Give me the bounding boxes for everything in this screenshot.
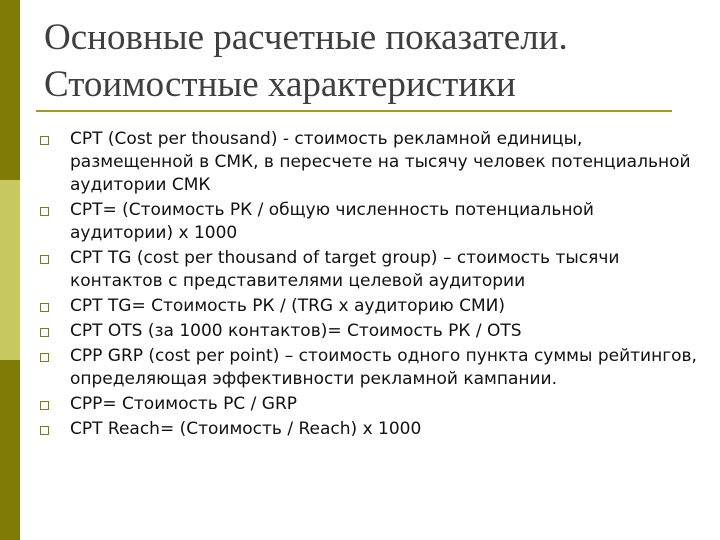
bullet-text: CPP= Стоимость РС / GRP [70, 394, 298, 414]
hollow-square-icon [40, 426, 49, 435]
bullet-text: CPT TG (cost per thousand of target group) – стоимость тысячи контактов с представителями целевой аудитории [70, 248, 620, 291]
bullet-text: CPP GRP (cost per point) – стоимость одного пункта суммы рейтингов, определяющая эффективности рекламной кампании. [70, 346, 697, 389]
sidebar-segment-light [0, 180, 20, 360]
bullet-text: CPT OTS (за 1000 контактов)= Стоимость РК / OTS [70, 321, 522, 341]
bullet-text: CPT TG= Стоимость РК / (TRG х аудиторию СМИ) [70, 296, 505, 316]
bullet-item [40, 199, 700, 245]
hollow-square-icon [40, 207, 49, 216]
hollow-square-icon [40, 328, 49, 337]
bullet-item [40, 295, 700, 318]
bullet-item [40, 393, 700, 416]
bullet-text: CPT Reach= (Стоимость / Reach) х 1000 [70, 419, 422, 439]
slide-title-line-1: Основные расчетные показатели. [44, 17, 568, 58]
hollow-square-icon [40, 303, 49, 312]
bullet-item [40, 128, 700, 197]
hollow-square-icon [40, 353, 49, 362]
bullet-item [40, 345, 700, 391]
hollow-square-icon [40, 255, 49, 264]
decorative-sidebar [0, 0, 20, 540]
bullet-item [40, 320, 700, 343]
sidebar-segment-dark [0, 360, 20, 540]
bullet-list [40, 128, 700, 441]
bullet-text: CPT= (Стоимость РК / общую численность потенциальной аудитории) х 1000 [70, 200, 594, 243]
bullet-item [40, 247, 700, 293]
bullet-item [40, 418, 700, 441]
slide-title-line-2: Стоимостные характеристики [44, 64, 516, 105]
hollow-square-icon [40, 136, 49, 145]
slide-title [44, 14, 704, 108]
title-underline [36, 110, 672, 112]
bullet-text: CPT (Cost per thousand) - стоимость рекламной единицы, размещенной в СМК, в пересчете на тысячу человек потенциальной аудитории СМК [70, 129, 691, 195]
sidebar-segment-dark [0, 0, 20, 180]
hollow-square-icon [40, 401, 49, 410]
